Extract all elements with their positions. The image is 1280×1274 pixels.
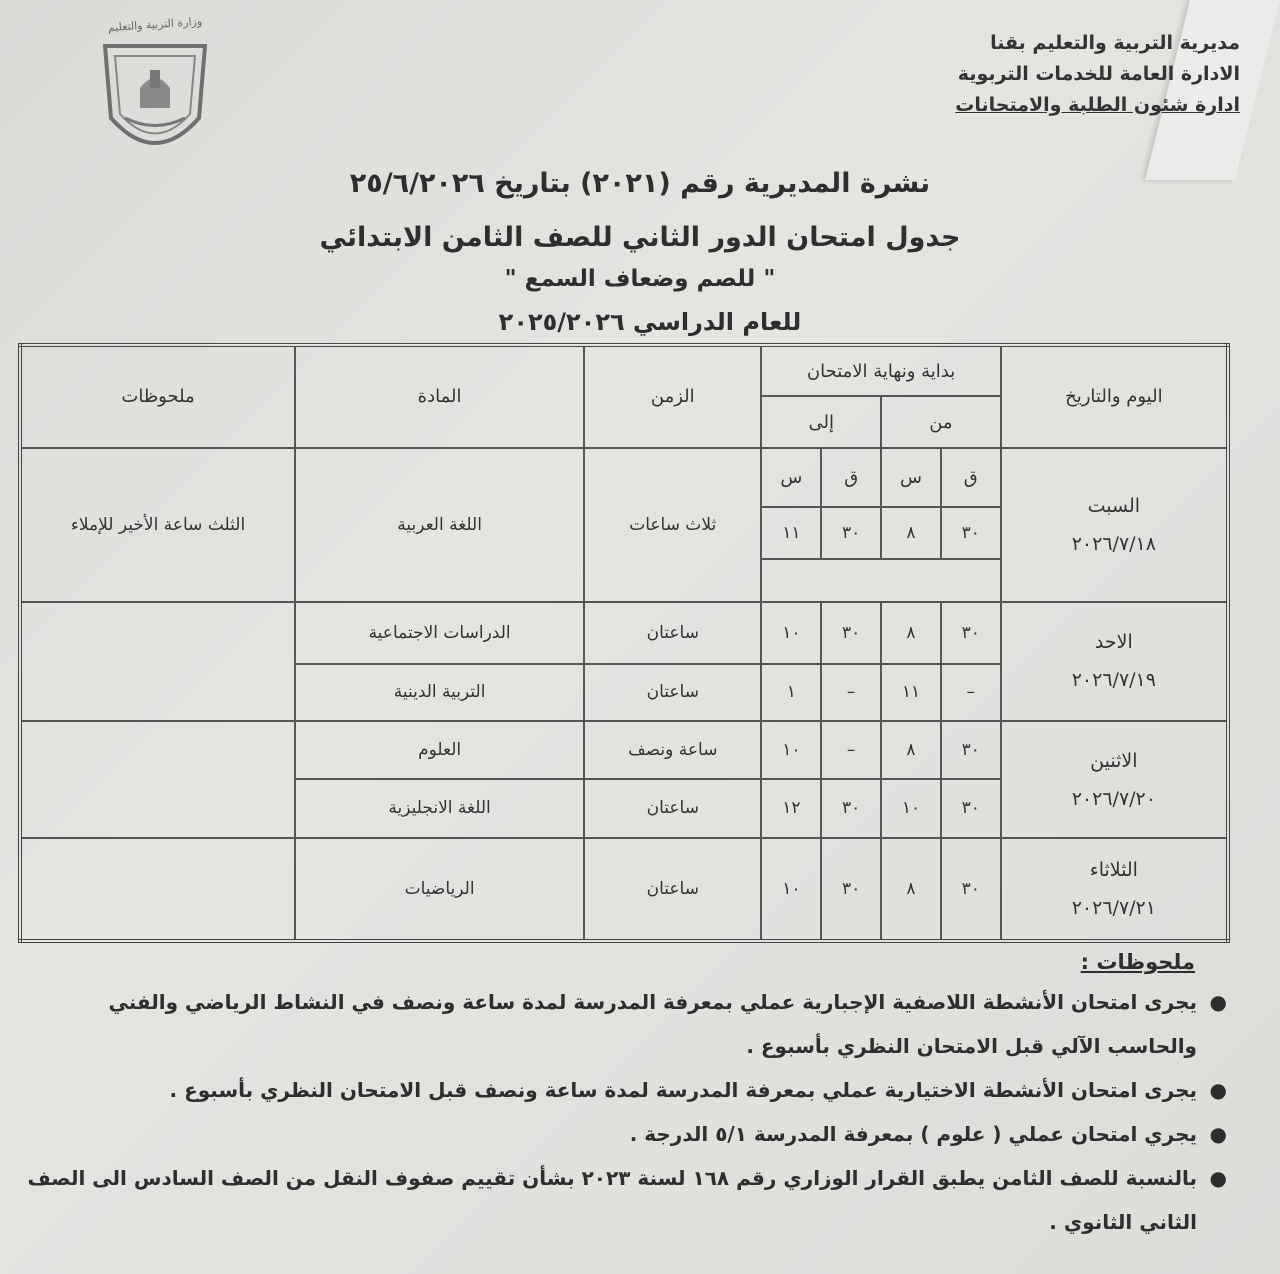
subject-cell: الدراسات الاجتماعية	[295, 602, 584, 664]
note-text: يجرى امتحان الأنشطة الاختيارية عملي بمعرفة المدرسة لمدة ساعة ونصف قبل الامتحان النظري بأسبوع .	[169, 1078, 1197, 1102]
day-date: ٢٠٢٦/٧/٢١	[1071, 897, 1156, 920]
from-min: ٣٠	[941, 779, 1001, 839]
to-min: –	[821, 664, 881, 722]
header-to: إلى	[761, 396, 881, 447]
subject-cell: العلوم	[295, 721, 584, 779]
day-date: ٢٠٢٦/٧/١٨	[1071, 532, 1156, 555]
from-hour: ١٠	[881, 779, 941, 839]
to-hour: ١٠	[761, 602, 821, 664]
day-cell-sunday	[1001, 602, 1228, 721]
bulletin-title: نشرة المديرية رقم (٢٠٢١) بتاريخ ٢٥/٦/٢٠٢٦	[349, 168, 931, 199]
note-cell	[20, 602, 295, 721]
day-cell-tuesday	[1001, 838, 1228, 941]
notes-list	[15, 980, 1235, 1244]
day-cell-monday	[1001, 721, 1228, 838]
to-min: ٣٠	[821, 779, 881, 839]
to-min: ٣٠	[821, 507, 881, 558]
list-item	[15, 980, 1235, 1068]
note-text: يجري امتحان عملي ( علوم ) بمعرفة المدرسة ٥/١ الدرجة .	[629, 1122, 1197, 1146]
list-item	[15, 1112, 1235, 1156]
duration-cell: ساعتان	[584, 779, 761, 839]
audience-title: " للصم وضعاف السمع "	[504, 266, 776, 292]
bullet-icon: ●	[1209, 1122, 1227, 1146]
unit-min: ق	[821, 448, 881, 508]
from-min: –	[941, 664, 1001, 722]
day-date: ٢٠٢٦/٧/٢٠	[1071, 787, 1156, 810]
from-min: ٣٠	[941, 507, 1001, 558]
header-subject: المادة	[295, 345, 584, 448]
from-hour: ٨	[881, 838, 941, 941]
subject-cell: الرياضيات	[295, 838, 584, 941]
day-date: ٢٠٢٦/٧/١٩	[1071, 669, 1156, 692]
ministry-seal-icon	[95, 18, 215, 163]
to-min: ٣٠	[821, 602, 881, 664]
bullet-icon: ●	[1209, 1078, 1227, 1102]
duration-cell: ساعتان	[584, 838, 761, 941]
to-hour: ١٠	[761, 838, 821, 941]
from-hour: ٨	[881, 721, 941, 779]
header-from: من	[881, 396, 1001, 447]
to-hour: ١	[761, 664, 821, 722]
list-item	[15, 1156, 1235, 1244]
schedule-title: جدول امتحان الدور الثاني للصف الثامن الابتدائي	[319, 222, 961, 253]
header-duration: الزمن	[584, 345, 761, 448]
bullet-icon: ●	[1209, 1166, 1227, 1190]
exam-schedule-table	[18, 343, 1230, 943]
notes-title: ملحوظات :	[1080, 950, 1195, 974]
subject-cell: التربية الدينية	[295, 664, 584, 722]
to-min: –	[821, 721, 881, 779]
day-name: السبت	[1087, 494, 1141, 517]
from-min: ٣٠	[941, 602, 1001, 664]
header-line-1: مديرية التربية والتعليم بقنا	[990, 32, 1240, 54]
day-name: الاثنين	[1090, 749, 1138, 772]
from-hour: ٨	[881, 507, 941, 558]
to-hour: ١١	[761, 507, 821, 558]
header-day-date: اليوم والتاريخ	[1001, 345, 1228, 448]
header-line-3: ادارة شئون الطلبة والامتحانات	[955, 94, 1240, 116]
note-cell	[20, 721, 295, 838]
to-hour: ١٢	[761, 779, 821, 839]
academic-year-title: للعام الدراسي ٢٠٢٥/٢٠٢٦	[498, 308, 802, 336]
from-min: ٣٠	[941, 838, 1001, 941]
issuer-header	[820, 28, 1240, 121]
note-cell: الثلث ساعة الأخير للإملاء	[20, 448, 295, 602]
seal-text: وزارة التربية والتعليم	[107, 14, 203, 35]
note-text: بالنسبة للصف الثامن يطبق القرار الوزاري رقم ١٦٨ لسنة ٢٠٢٣ بشأن تقييم صفوف النقل من الصف السادس الى الصف الثاني الثانوي .	[27, 1166, 1197, 1234]
subject-cell: اللغة الانجليزية	[295, 779, 584, 839]
from-hour: ٨	[881, 602, 941, 664]
header-notes: ملحوظات	[20, 345, 295, 448]
unit-hour: س	[761, 448, 821, 508]
from-hour: ١١	[881, 664, 941, 722]
duration-cell: ساعتان	[584, 602, 761, 664]
day-name: الاحد	[1094, 631, 1133, 654]
duration-cell: ساعة ونصف	[584, 721, 761, 779]
header-exam-span: بداية ونهاية الامتحان	[761, 345, 1000, 396]
note-cell	[20, 838, 295, 941]
from-min: ٣٠	[941, 721, 1001, 779]
day-cell-saturday	[1001, 448, 1228, 602]
day-name: الثلاثاء	[1089, 859, 1138, 882]
header-line-2: الادارة العامة للخدمات التربوية	[957, 63, 1240, 85]
duration-cell: ثلاث ساعات	[584, 448, 761, 602]
subject-cell: اللغة العربية	[295, 448, 584, 602]
bullet-icon: ●	[1209, 990, 1227, 1014]
to-min: ٣٠	[821, 838, 881, 941]
note-text: يجرى امتحان الأنشطة اللاصفية الإجبارية عملي بمعرفة المدرسة لمدة ساعة ونصف في النشاط الرياضي والفني والحاسب الآلي قبل الامتحان النظري بأسبوع .	[108, 990, 1197, 1058]
duration-cell: ساعتان	[584, 664, 761, 722]
notes-section	[15, 950, 1235, 1244]
unit-min: ق	[941, 448, 1001, 508]
unit-hour: س	[881, 448, 941, 508]
to-hour: ١٠	[761, 721, 821, 779]
list-item	[15, 1068, 1235, 1112]
